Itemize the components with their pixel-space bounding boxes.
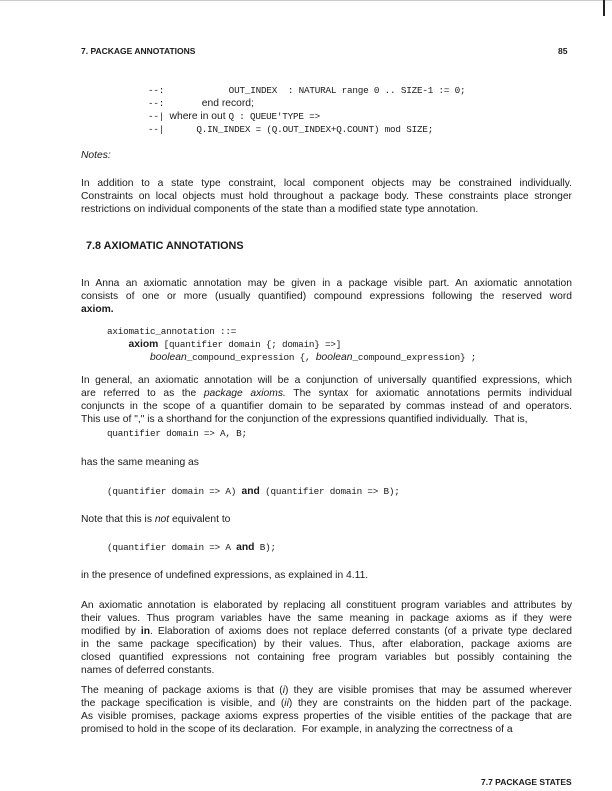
body-text: conjuncts in the scope of a quantifier domain to be separated by commas instead of and operators. — [81, 401, 572, 412]
italic-text: i — [282, 685, 285, 696]
text-line — [81, 456, 572, 469]
italic-text: Notes: — [81, 150, 111, 161]
body-text: In Anna an axiomatic annotation may be given in a package visible part. An axiomatic annotation — [81, 278, 572, 289]
body-text: Constraints on local objects must hold throughout a package body. These constraints place stronger — [81, 191, 572, 202]
bold-text: and — [241, 486, 260, 497]
italic-text: package axioms. — [203, 388, 286, 399]
text-line — [107, 427, 572, 440]
body-text: in the same package specification) by their values. Thus, after elaboration, package axioms are — [81, 639, 572, 650]
text-line — [81, 697, 572, 710]
body-text: This use of "," is a shorthand for the conjunction of the expressions quantified individually. That is, — [81, 414, 528, 425]
code-example-1 — [107, 427, 572, 440]
code-queue-record — [148, 84, 572, 136]
not-equivalent-text — [81, 513, 572, 526]
text-line — [107, 541, 572, 554]
body-text: consists of one or more (usually quantified) compound expressions following the reserved word — [81, 291, 572, 302]
page-edge-line — [0, 0, 612, 1]
bold-text: axiom. — [81, 304, 114, 315]
text-line — [107, 351, 572, 364]
code-text: --| Q.IN_INDEX = (Q.OUT_INDEX+Q.COUNT) mod SIZE; — [148, 124, 434, 135]
body-text: restrictions on individual components of the state than a modified state type annotation. — [81, 204, 479, 215]
intro-paragraph — [81, 277, 572, 316]
grammar-rule — [107, 325, 572, 364]
code-text: --: — [148, 98, 202, 109]
text-line — [148, 123, 572, 136]
undefined-expressions-text — [81, 569, 572, 582]
bold-text: in — [140, 626, 151, 637]
body-text: equivalent to — [169, 514, 231, 525]
body-text: The syntax for axiomatic annotations permits individual — [285, 388, 572, 399]
package-axioms-paragraph — [81, 374, 572, 426]
italic-text: boolean — [150, 352, 187, 363]
italic-text: not — [154, 514, 170, 525]
text-line — [81, 599, 572, 612]
text-line — [81, 569, 572, 582]
same-meaning-text — [81, 456, 572, 469]
text-line — [81, 413, 572, 426]
body-text: where in out — [169, 111, 229, 122]
body-text: their values. Thus program variables have the same meaning in package axioms as if they were — [81, 613, 572, 624]
running-header-section: 7. PACKAGE ANNOTATIONS — [81, 46, 196, 56]
body-text: are referred to as the — [81, 388, 204, 399]
text-line — [107, 325, 572, 338]
body-text: As visible promises, package axioms express properties of the visible entities of the package that are — [81, 711, 572, 722]
code-text: [quantifier domain {; domain} =>] — [158, 339, 342, 350]
running-footer-section: 7.7 PACKAGE STATES — [481, 777, 572, 787]
page-number: 85 — [558, 46, 568, 56]
code-text: --| — [148, 111, 170, 122]
text-line — [81, 612, 572, 625]
code-text: axiomatic_annotation ::= — [107, 326, 237, 337]
text-line — [148, 97, 572, 110]
italic-text: boolean — [315, 352, 353, 363]
body-text: . Elaboration of axioms does not replace deferred constants (of a private type declared — [150, 626, 572, 637]
text-line — [81, 684, 572, 697]
elaboration-paragraph — [81, 599, 572, 677]
text-line — [81, 664, 572, 677]
body-text: ) they are constraints on the hidden part of the package. — [288, 698, 573, 709]
text-line — [81, 638, 572, 651]
body-text: closed quantified expressions not containing free program variables but possibly containing the — [81, 652, 572, 663]
body-text: An axiomatic annotation is elaborated by replacing all constituent program variables and attributes by — [81, 600, 572, 611]
body-text: the package specification is visible, and ( — [81, 698, 285, 709]
bold-text: and — [236, 542, 255, 553]
body-text: promised to hold in the scope of its declaration. For example, in analyzing the correctness of a — [81, 724, 513, 735]
bold-text: axiom — [128, 339, 159, 350]
body-text: end record; — [201, 98, 254, 109]
code-example-2 — [107, 485, 572, 498]
text-line — [81, 513, 572, 526]
text-line — [81, 290, 572, 303]
text-line — [81, 651, 572, 664]
text-line — [81, 400, 572, 413]
text-line — [81, 723, 572, 736]
text-line — [81, 625, 572, 638]
text-line — [81, 374, 572, 387]
code-text — [107, 339, 129, 350]
text-line — [86, 240, 572, 253]
margin-bar — [603, 0, 605, 16]
body-text: In general, an axiomatic annotation will be a conjunction of universally quantified expressions, which — [81, 375, 572, 386]
text-line — [107, 485, 572, 498]
notes-paragraph — [81, 177, 572, 216]
text-line — [81, 203, 572, 216]
text-line — [81, 710, 572, 723]
code-text: (quantifier domain => B); — [259, 486, 400, 497]
section-heading — [86, 240, 572, 253]
text-line — [81, 303, 572, 316]
text-line — [148, 110, 572, 123]
italic-text: ii — [284, 698, 289, 709]
text-line — [81, 149, 572, 162]
text-line — [107, 338, 572, 351]
code-example-3 — [107, 541, 572, 554]
text-line — [81, 387, 572, 400]
body-text: has the same meaning as — [81, 457, 199, 468]
code-text: --: OUT_INDEX : NATURAL range 0 .. SIZE-1 := 0; — [148, 85, 466, 96]
text-line — [81, 190, 572, 203]
code-text: _compound_expression} ; — [352, 352, 477, 363]
notes-label — [81, 149, 572, 162]
body-text: names of deferred constants. — [81, 665, 215, 676]
body-text: The meaning of package axioms is that ( — [81, 685, 283, 696]
body-text: Note that this is — [81, 514, 155, 525]
code-text: _compound_expression {, — [186, 352, 316, 363]
text-line — [81, 277, 572, 290]
code-text — [107, 352, 150, 363]
meaning-paragraph — [81, 684, 572, 736]
code-text: (quantifier domain => A — [107, 542, 237, 553]
heading-text: 7.8 AXIOMATIC ANNOTATIONS — [86, 240, 244, 252]
body-text: modified by — [81, 626, 141, 637]
code-text: Q : QUEUE'TYPE => — [228, 111, 320, 122]
body-text: in the presence of undefined expressions, as explained in 4.11. — [81, 570, 369, 581]
text-line — [81, 177, 572, 190]
code-text: B); — [254, 542, 276, 553]
text-line — [148, 84, 572, 97]
code-text: (quantifier domain => A) — [107, 486, 242, 497]
body-text: ) they are visible promises that may be assumed wherever — [284, 685, 572, 696]
body-text: In addition to a state type constraint, local component objects may be constrained individually. — [81, 178, 572, 189]
code-text: quantifier domain => A, B; — [107, 428, 247, 439]
